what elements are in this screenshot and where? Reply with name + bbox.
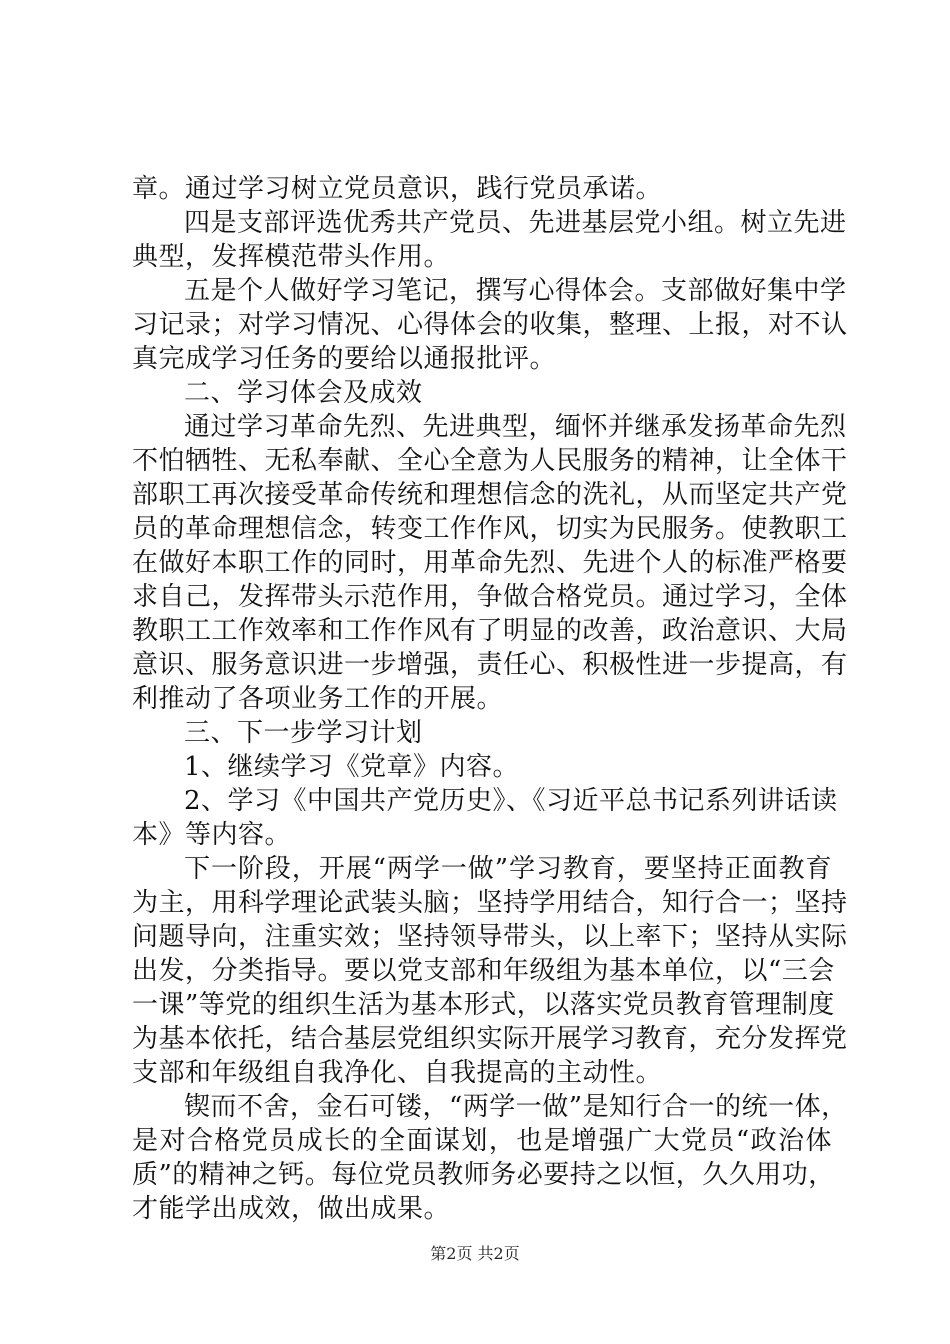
text-line: 在做好本职工作的同时，用革命先烈、先进个人的标准严格要 [132, 548, 848, 578]
text-line: 一课”等党的组织生活为基本形式，以落实党员教育管理制度 [132, 990, 835, 1020]
text-line: 本》等内容。 [132, 820, 292, 850]
text-line: 通过学习革命先烈、先进典型，缅怀并继承发扬革命先烈 [184, 412, 847, 442]
text-line: 下一阶段，开展“两学一做”学习教育，要坚持正面教育 [184, 854, 832, 884]
text-line: 求自己，发挥带头示范作用，争做合格党员。通过学习，全体 [132, 582, 848, 612]
text-line: 为基本依托，结合基层党组织实际开展学习教育，充分发挥党 [132, 1024, 848, 1054]
text-line: 章。通过学习树立党员意识，践行党员承诺。 [132, 174, 663, 204]
page-footer: 第2页 共2页 [430, 1244, 520, 1263]
text-line: 不怕牺牲、无私奉献、全心全意为人民服务的精神，让全体干 [132, 446, 848, 476]
text-line: 习记录；对学习情况、心得体会的收集，整理、上报，对不认 [132, 310, 848, 340]
text-line: 五是个人做好学习笔记，撰写心得体会。支部做好集中学 [184, 276, 847, 306]
section-heading: 三、下一步学习计划 [184, 718, 423, 748]
text-line: 员的革命理想信念，转变工作作风，切实为民服务。使教职工 [132, 514, 848, 544]
text-line: 利推动了各项业务工作的开展。 [132, 684, 504, 714]
text-line: 意识、服务意识进一步增强，责任心、积极性进一步提高，有 [132, 650, 848, 680]
text-line: 部职工再次接受革命传统和理想信念的洗礼，从而坚定共产党 [132, 480, 848, 510]
list-item: 1、继续学习《党章》内容。 [184, 752, 520, 782]
text-line: 典型，发挥模范带头作用。 [132, 242, 451, 272]
text-line: 才能学出成效，做出成果。 [132, 1194, 451, 1224]
text-line: 真完成学习任务的要给以通报批评。 [132, 344, 557, 374]
text-line: 为主，用科学理论武装头脑；坚持学用结合，知行合一；坚持 [132, 888, 848, 918]
text-line: 教职工工作效率和工作作风有了明显的改善，政治意识、大局 [132, 616, 848, 646]
section-heading: 二、学习体会及成效 [184, 378, 423, 408]
text-line: 问题导向，注重实效；坚持领导带头，以上率下；坚持从实际 [132, 922, 848, 952]
list-item: 2、学习《中国共产党历史》、《习近平总书记系列讲话读 [184, 786, 838, 816]
text-line: 锲而不舍，金石可镂，“两学一做”是知行合一的统一体， [184, 1092, 848, 1122]
text-line: 支部和年级组自我净化、自我提高的主动性。 [132, 1058, 663, 1088]
text-line: 四是支部评选优秀共产党员、先进基层党小组。树立先进 [184, 208, 847, 238]
text-line: 出发，分类指导。要以党支部和年级组为基本单位，以“三会 [132, 956, 835, 986]
text-line: 质”的精神之钙。每位党员教师务必要持之以恒，久久用功， [132, 1160, 835, 1190]
text-line: 是对合格党员成长的全面谋划，也是增强广大党员“政治体 [132, 1126, 832, 1156]
